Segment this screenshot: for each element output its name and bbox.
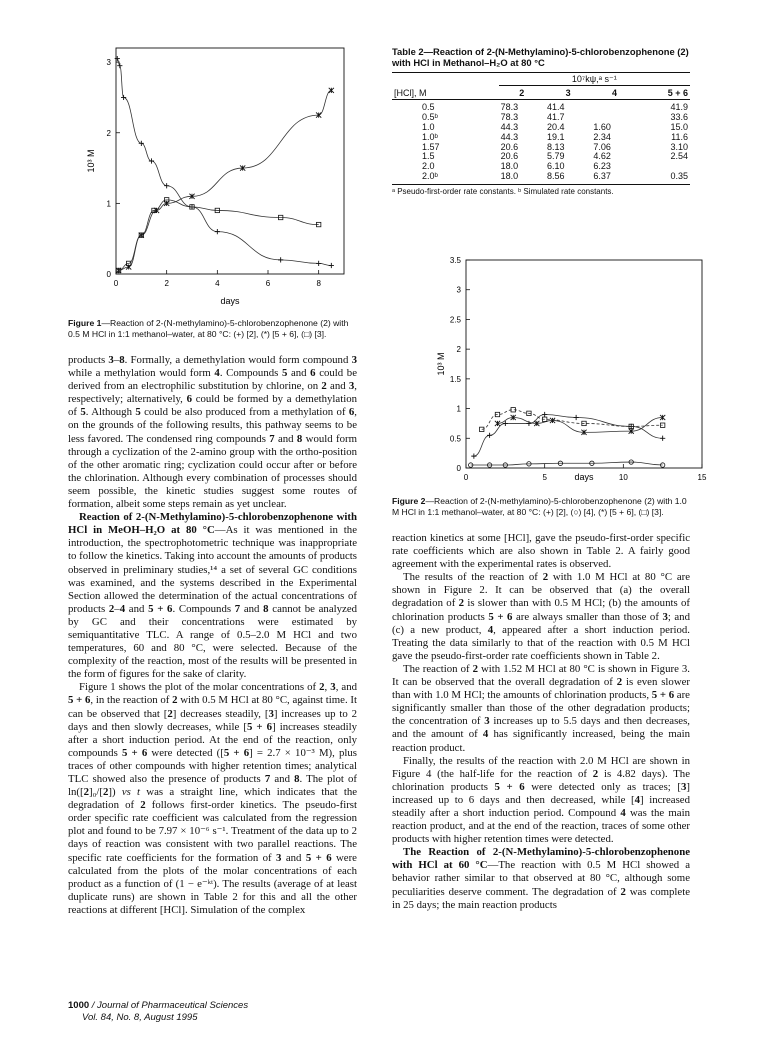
table-2-title <box>392 46 690 68</box>
table-cell: 44.3 <box>500 131 519 142</box>
y-tick-label: 2 <box>456 345 461 355</box>
table-row <box>392 113 690 123</box>
table-2-col-label: [HCl], M <box>392 85 499 99</box>
y-tick-label: 2 <box>106 128 111 138</box>
table-cell: 2.0ᵇ <box>422 171 438 182</box>
table-cell: 41.7 <box>546 111 565 122</box>
table-cell: 20.6 <box>500 141 519 152</box>
table-row <box>392 143 690 153</box>
table-2-header-3: 5 + 6 <box>638 85 690 99</box>
plus-marker <box>164 183 169 188</box>
x-tick-label: 8 <box>316 279 321 288</box>
plus-marker <box>278 257 283 262</box>
page-number: 1000 <box>68 1000 90 1011</box>
table-2-spanner: 10⁷kψ,ᵃ s⁻¹ <box>499 73 690 85</box>
x-axis-label: days <box>574 472 594 482</box>
table-cell: 0.5 <box>422 101 435 112</box>
right-column-paragraph-1: The results of the reaction of 2 with 1.0 M HCl at 80 °C are shown in Figure 2. It can be observed that (a) the overall degradation of 2 is slower than with 0.5 M HCl; (b) the amounts of chlorination products 5 + 6 are always smaller than those of 3; and (c) a new product, 4, appeared after a short induction period. Treating the data similarly to that of the reaction with 0.5 M HCl gave the pseudo-first-order rate coefficients shown in Table 2. <box>392 571 691 662</box>
star-marker <box>329 88 334 93</box>
table-2-title-prefix: Table 2 <box>392 46 424 57</box>
table-2-header-2: 4 <box>591 85 637 99</box>
table-cell: 1.60 <box>593 121 611 132</box>
page-footer <box>68 1000 368 1023</box>
table-cell: 41.9 <box>670 101 688 112</box>
table-cell <box>591 99 637 112</box>
plus-marker <box>215 229 220 234</box>
table-cell: 15.0 <box>670 121 688 132</box>
table-cell: 5.79 <box>546 151 565 162</box>
table-cell: 41.4 <box>546 101 565 112</box>
table-cell: 6.23 <box>593 161 611 172</box>
table-2-header-1: 3 <box>545 85 591 99</box>
table-row <box>392 99 690 112</box>
table-2-footnote: ᵃ Pseudo-first-order rate constants. ᵇ Simulated rate constants. <box>392 187 614 197</box>
table-2-grid <box>392 73 690 182</box>
table-cell: 6.10 <box>546 161 565 172</box>
x-tick-label: 4 <box>215 279 220 288</box>
table-2 <box>392 46 690 196</box>
table-cell: 20.6 <box>500 151 519 162</box>
table-2-header-0: 2 <box>499 85 545 99</box>
table-cell: 1.0ᵇ <box>422 131 438 142</box>
plus-marker <box>574 415 579 420</box>
right-column-text <box>392 532 690 912</box>
right-column-paragraph-3: Finally, the results of the reaction with 2.0 M HCl are shown in Figure 4 (the half-life for the reaction of 2 is 4.82 days). The chlorination products 5 + 6 were detected only as traces; [3] increased up to 6 days and then decreased, while [4] increased steadily after a short induction period. Compound 4 was the main reaction product, and at the end of the reaction, traces of some other products with higher retention times were detected. <box>392 754 691 846</box>
journal-name: / Journal of Pharmaceutical Sciences <box>89 1000 249 1011</box>
table-cell: 6.37 <box>593 171 611 182</box>
table-cell: 18.0 <box>500 161 519 172</box>
journal-volume: Vol. 84, No. 8, August 1995 <box>82 1011 198 1023</box>
y-tick-label: 3 <box>456 285 461 295</box>
table-cell: 20.4 <box>546 121 565 132</box>
table-2-title-text: —Reaction of 2-(N-Methylamino)-5-chlorobenzophenone (2) with HCl in Methanol–H₂O at 80 °C <box>392 46 689 68</box>
y-tick-label: 0 <box>106 270 111 279</box>
x-tick-label: 15 <box>697 473 707 482</box>
y-tick-label: 0.5 <box>449 434 461 444</box>
figure-2-caption-text: —Reaction of 2-(N-methylamino)-5-chlorobenzophenone (2) with 1.0 M HCl in 1:1 methanol–water, at 80 °C: (+) [2], (○) [4], (*) [5 + 6], (□) [3]. <box>392 496 687 517</box>
figure-1-chart <box>80 44 348 312</box>
y-axis-label: 10³ M <box>86 149 96 173</box>
table-cell: 19.1 <box>546 131 565 142</box>
table-cell: 4.62 <box>593 151 611 162</box>
x-tick-label: 5 <box>542 473 547 482</box>
y-axis-label: 10³ M <box>436 352 446 376</box>
plus-marker <box>149 158 154 163</box>
table-cell: 2.0 <box>422 161 435 172</box>
figure-1-caption <box>68 318 350 339</box>
y-tick-label: 1 <box>456 404 461 414</box>
left-column-paragraph-1: Reaction of 2-(N-Methylamino)-5-chlorobenzophenone with HCl in MeOH–H₂O at 80 °C—As it was mentioned in the introduction, the spectrophotometric technique was inappropriate to follow the kinetics. Taking into account the amounts of products observed in preliminary studies,¹⁴ a set of several GC conditions was examined, and the systems described in the Experimental Section allowed the determination of the actual concentrations of products 2–4 and 5 + 6. Compounds 7 and 8 cannot be analyzed by GC and their concentrations were estimated by semiquantitative TLC. A range of 0.5–2.0 M HCl and two temperatures, 60 and 80 °C, were selected. Because of the complexity of the reaction, most of the results will be presented in the form of figures for the sake of clarity. <box>68 511 358 681</box>
table-cell: 0.35 <box>670 171 688 182</box>
table-cell: 0.5ᵇ <box>422 111 438 122</box>
plot-frame <box>466 260 702 468</box>
table-cell: 8.13 <box>546 141 565 152</box>
table-cell: 7.06 <box>593 141 611 152</box>
table-cell: 11.6 <box>671 131 688 142</box>
x-tick-label: 6 <box>265 279 271 288</box>
table-cell: 18.0 <box>500 171 519 182</box>
plus-marker <box>471 454 476 459</box>
table-cell: 3.10 <box>670 141 688 152</box>
plus-marker <box>117 63 122 68</box>
series-curve <box>497 417 662 432</box>
plus-marker <box>115 56 120 61</box>
y-tick-label: 1.5 <box>449 374 461 384</box>
table-cell: 8.56 <box>546 171 565 182</box>
figure-1-caption-label: Figure 1 <box>68 318 102 328</box>
table-cell: 33.6 <box>670 111 688 122</box>
figure-2-caption <box>392 496 690 517</box>
right-column-paragraph-0: reaction kinetics at some [HCl], gave the pseudo-first-order specific rate coefficients which are also shown in Table 2. A fairly good agreement with the experimental rates is observed. <box>392 532 690 571</box>
right-column-paragraph-4: The Reaction of 2-(N-Methylamino)-5-chlorobenzophenone with HCl at 60 °C—The reaction with 0.5 M HCl showed a behavior rather similar to that observed at 80 °C, although some peculiarities deserve comment. The degradation of 2 was complete in 25 days; the main reaction products <box>392 846 691 911</box>
table-row <box>392 152 690 162</box>
table-cell: 1.5 <box>422 151 435 162</box>
plus-marker <box>121 95 126 100</box>
y-tick-label: 2.5 <box>449 315 461 325</box>
table-row <box>392 172 690 182</box>
table-cell: 2.54 <box>670 151 688 162</box>
y-tick-label: 3 <box>106 58 111 68</box>
series-curve <box>471 462 663 465</box>
figure-2-chart <box>430 250 710 490</box>
right-column-paragraph-2: The reaction of 2 with 1.52 M HCl at 80 °C is shown in Figure 3. It can be observed that the overall degradation of 2 is even slower than with 1.0 M HCl; the amounts of chlorination products, 5 + 6 are significantly smaller than those of the other degradation products; the concentration of 3 increases up to 5.5 days and then decreases, and the amount of 4 has significantly increased, being the main reaction product. <box>392 662 691 754</box>
x-tick-label: 2 <box>164 279 169 288</box>
table-cell: 78.3 <box>500 111 519 122</box>
figure-2-caption-label: Figure 2 <box>392 496 426 506</box>
plus-marker <box>316 261 321 266</box>
plus-marker <box>660 436 665 441</box>
x-axis-label: days <box>220 296 240 306</box>
plus-marker <box>139 141 144 146</box>
series-curve <box>117 59 331 266</box>
figure-1-caption-text: —Reaction of 2-(N-methylamino)-5-chlorobenzophenone (2) with 0.5 M HCl in 1:1 methanol–water, at 80 °C: (+) [2], (*) [5 + 6], (□) [3]. <box>68 318 349 339</box>
table-cell: 78.3 <box>500 101 519 112</box>
y-tick-label: 0 <box>456 464 461 473</box>
table-cell: 44.3 <box>500 121 519 132</box>
series-curve <box>119 90 332 270</box>
left-column-paragraph-0: products 3–8. Formally, a demethylation would form compound 3 while a methylation would form 4. Compounds 5 and 6 could be derived from an electrophilic substitution by chlorine, on 2 and 3, respectively; alternatively, 6 could be formed by a demethylation of 5. Although 5 could be also produced from a methylation of 6, on the grounds of the following results, this pathway seems to be less favored. The condensed ring compounds 7 and 8 would form through a cyclization of the 2-amino group with the ortho-position of the other aromatic ring; cyclization could occur after or before the chlorination. Although every combination of processes should seem possible, the kinetic studies suggest some routes of formation, albeit some steps remain as yet unclear. <box>68 354 358 511</box>
left-column-paragraph-2: Figure 1 shows the plot of the molar concentrations of 2, 3, and 5 + 6, in the reaction of 2 with 0.5 M HCl at 80 °C, against time. It can be observed that [2] decreases steadily, [3] increases up to 2 days and then slowly decreases, while [5 + 6] increases steadily after a short induction period. At the end of the reaction, only compounds 5 + 6 were detected ([5 + 6] = 2.7 × 10⁻³ M), plus traces of other compounds with higher retention times; analytical TLC showed also the presence of products 7 and 8. The plot of ln([2]₀/[2]) vs t was a straight line, which indicates that the degradation of 2 follows first-order kinetics. The pseudo-first order specific rate coefficient was calculated from the regression plot and found to be 7.97 × 10⁻⁶ s⁻¹. Treatment of the data up to 2 days of reaction was consistent with two parallel reactions. The specific rate coefficients for the formation of 3 and 5 + 6 were calculated from the plots of the molar concentrations of each product as a function of (1 − e⁻ᵏᵗ). The results (average of at least duplicate runs) are shown in Table 2 for this and all the other reactions at different [HCl]. Simulation of the complex <box>68 681 358 916</box>
x-tick-label: 0 <box>113 279 119 288</box>
table-cell: 1.57 <box>422 141 440 152</box>
x-tick-label: 10 <box>618 473 628 482</box>
y-tick-label: 1 <box>106 199 111 209</box>
plus-marker <box>329 263 334 268</box>
x-tick-label: 0 <box>463 473 469 482</box>
plus-marker <box>542 412 547 417</box>
y-tick-label: 3.5 <box>449 256 461 265</box>
table-cell: 2.34 <box>593 131 611 142</box>
table-cell: 1.0 <box>422 121 435 132</box>
left-column-text <box>68 354 357 917</box>
plus-marker <box>487 433 492 438</box>
series-curve <box>474 415 663 457</box>
